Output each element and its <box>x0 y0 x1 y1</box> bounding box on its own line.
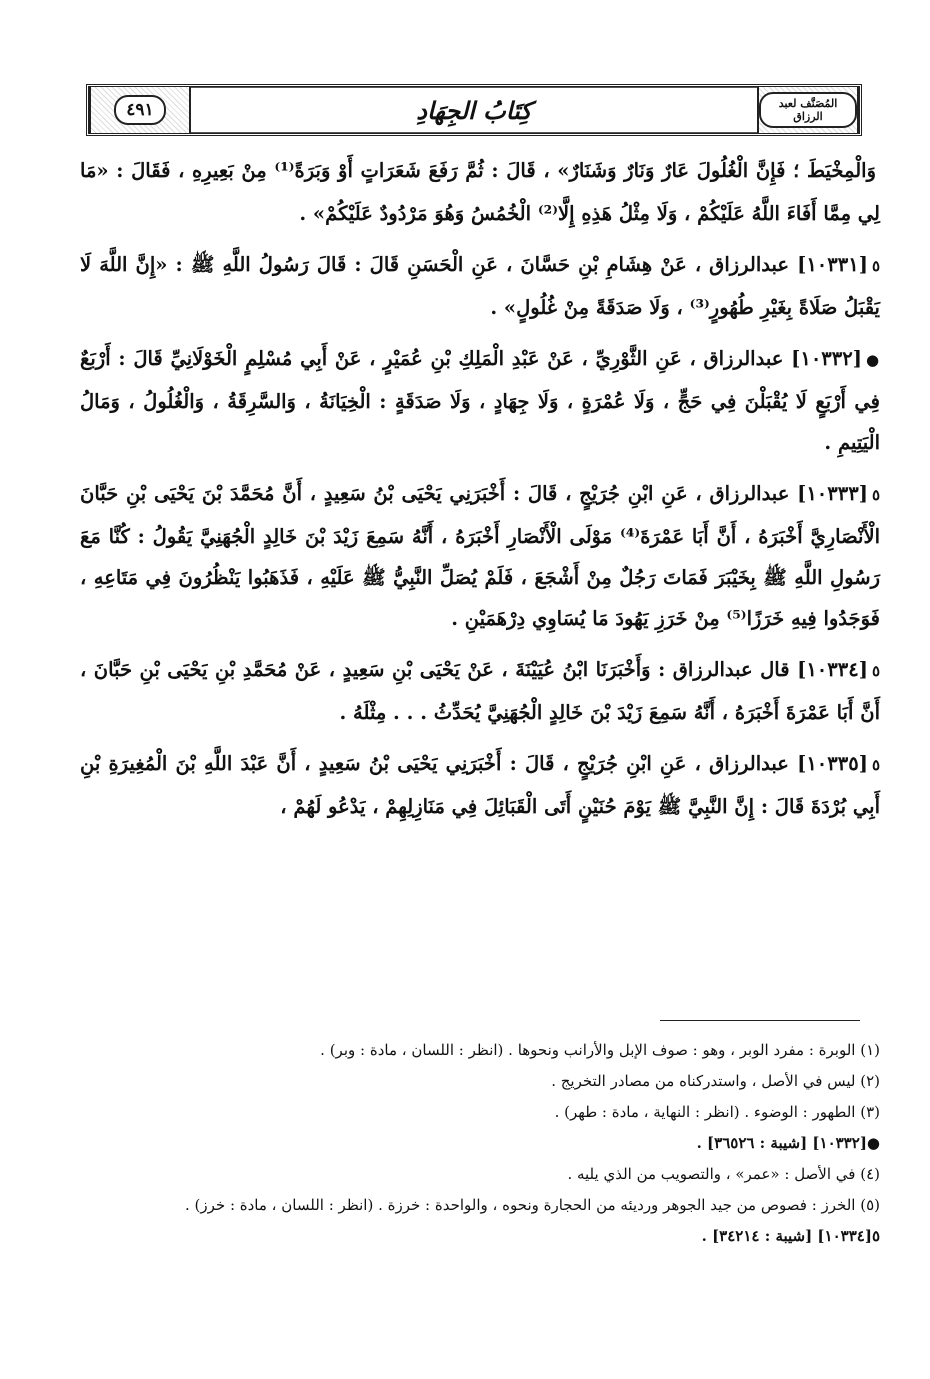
paragraph <box>80 649 880 733</box>
page-number-frame <box>89 87 191 133</box>
paragraph-text: وَالْمِخْيَطَ ؛ فَإِنَّ الْغُلُولَ عَارٌ وَنَارٌ وَشَنَارٌ» ، قَالَ : ثُمَّ رَفَعَ شَعَرَاتٍ أَوْ وَبَرَةً⁽¹⁾ مِنْ بَعِيرِهِ ، فَقَالَ : «مَا لِي مِمَّا أَفَاءَ اللَّهُ عَلَيْكُمْ ، وَلَا مِثْلُ هَذِهِ إِلَّا⁽²⁾ الْخُمُسُ وَهُوَ مَرْدُودٌ عَلَيْكُمْ» . <box>80 159 880 225</box>
paragraph <box>80 244 880 328</box>
book-logo: المُصَنَّف لعبد الرزاق <box>759 92 857 128</box>
footnote-separator <box>660 1020 860 1021</box>
page-header <box>86 84 862 136</box>
paragraph-text: [١٠٣٣٤] قال عبدالرزاق : وَأَخْبَرَنَا ابْنُ عُيَيْنَةَ ، عَنْ يَحْيَى بْنِ سَعِيدٍ ، عَنْ مُحَمَّدِ بْنِ يَحْيَى بْنِ حَبَّانَ ، أَنَّ أَبَا عَمْرَةَ أَخْبَرَهُ ، أَنَّهُ سَمِعَ زَيْدَ بْنَ خَالِدٍ الْجُهَنِيَّ يُحَدِّثُ . . . مِثْلَهُ . <box>80 658 880 724</box>
footnote: (٥) الخرز : فصوص من جيد الجوهر ورديئه من الحجارة ونحوه ، والواحدة : خرزة . (انظر : اللسان ، مادة : خرز) . <box>185 1196 880 1214</box>
paragraph-text: [١٠٣٣٣] عبدالرزاق ، عَنِ ابْنِ جُرَيْجٍ ، قَالَ : أَخْبَرَنِي يَحْيَى بْنُ سَعِيدٍ ، أَنَّ مُحَمَّدَ بْنَ يَحْيَى بْنِ حَبَّانَ الْأَنْصَارِيَّ أَخْبَرَهُ ، أَنَّ أَبَا عَمْرَةَ⁽⁴⁾ مَوْلَى الْأَنْصَارِ أَخْبَرَهُ ، أَنَّهُ سَمِعَ زَيْدَ بْنَ خَالِدٍ الْجُهَنِيَّ يَقُولُ : كُنَّا مَعَ رَسُولِ اللَّهِ ﷺ بِخَيْبَرَ فَمَاتَ رَجُلٌ مِنْ أَشْجَعَ ، فَلَمْ يُصَلِّ النَّبِيُّ ﷺ عَلَيْهِ ، فَذَهَبُوا يَنْظُرُونَ فِي مَتَاعِهِ ، فَوَجَدُوا فِيهِ خَرَزًا⁽⁵⁾ مِنْ خَرَزِ يَهُودَ مَا يُسَاوِي دِرْهَمَيْنِ . <box>80 482 880 630</box>
footnote: (٢) ليس في الأصل ، واستدركناه من مصادر التخريج . <box>551 1072 880 1090</box>
footnote: (٤) في الأصل : «عمر» ، والتصويب من الذي يليه . <box>567 1165 880 1183</box>
paragraph-text: [١٠٣٣١] عبدالرزاق ، عَنْ هِشَامِ بْنِ حَسَّانَ ، عَنِ الْحَسَنِ قَالَ : قَالَ رَسُولُ اللَّهِ ﷺ : «إِنَّ اللَّهَ لَا يَقْبَلُ صَلَاةً بِغَيْرِ طُهُورٍ⁽³⁾ ، وَلَا صَدَقَةً مِنْ غُلُولٍ» . <box>80 253 880 319</box>
hadith-marker: ٥ <box>871 662 880 680</box>
footnotes <box>80 1036 880 1253</box>
chapter-title: كِتَابُ الجِهَادِ <box>191 87 757 133</box>
book-logo-frame <box>757 87 859 133</box>
hadith-marker: ● <box>865 351 880 369</box>
paragraph-text: [١٠٣٣٢] عبدالرزاق ، عَنِ الثَّوْرِيِّ ، عَنْ عَبْدِ الْمَلِكِ بْنِ عُمَيْرٍ ، عَنْ أَبِي مُسْلِمٍ الْخَوْلَانِيِّ قَالَ : أَرْبَعٌ فِي أَرْبَعٍ لَا يُقْبَلْنَ فِي حَجٍّ ، وَلَا عُمْرَةٍ ، وَلَا جِهَادٍ ، وَلَا صَدَقَةٍ : الْخِيَانَةُ ، وَالسَّرِقَةُ ، وَالْغُلُولُ ، وَمَالُ الْيَتِيمِ . <box>80 347 880 454</box>
paragraph-text: [١٠٣٣٥] عبدالرزاق ، عَنِ ابْنِ جُرَيْجٍ ، قَالَ : أَخْبَرَنِي يَحْيَى بْنُ سَعِيدٍ ، أَنَّ عَبْدَ اللَّهِ بْنَ الْمُغِيرَةِ بْنِ أَبِي بُرْدَةَ قَالَ : إِنَّ النَّبِيَّ ﷺ يَوْمَ حُنَيْنٍ أَتَى الْقَبَائِلَ فِي مَنَازِلِهِمْ ، يَدْعُو لَهُمْ ، <box>80 752 880 818</box>
paragraph <box>80 743 880 827</box>
footnote: (١) الوبرة : مفرد الوبر ، وهو : صوف الإبل والأرانب ونحوها . (انظر : اللسان ، مادة : وبر) . <box>320 1041 880 1059</box>
paragraph <box>80 150 880 234</box>
hadith-marker: ٥ <box>871 756 880 774</box>
hadith-marker: ٥ <box>871 486 880 504</box>
footnote: ٥[١٠٣٣٤] [شيبة : ٣٤٢١٤] . <box>701 1227 880 1245</box>
page-number: ٤٩١ <box>114 95 165 125</box>
footnote: (٣) الطهور : الوضوء . (انظر : النهاية ، مادة : طهر) . <box>554 1103 880 1121</box>
hadith-marker: ٥ <box>871 257 880 275</box>
footnote: ●[١٠٣٣٢] [شيبة : ٣٦٥٢٦] . <box>696 1134 880 1152</box>
paragraph <box>80 338 880 463</box>
paragraph <box>80 473 880 639</box>
main-text <box>80 150 880 837</box>
